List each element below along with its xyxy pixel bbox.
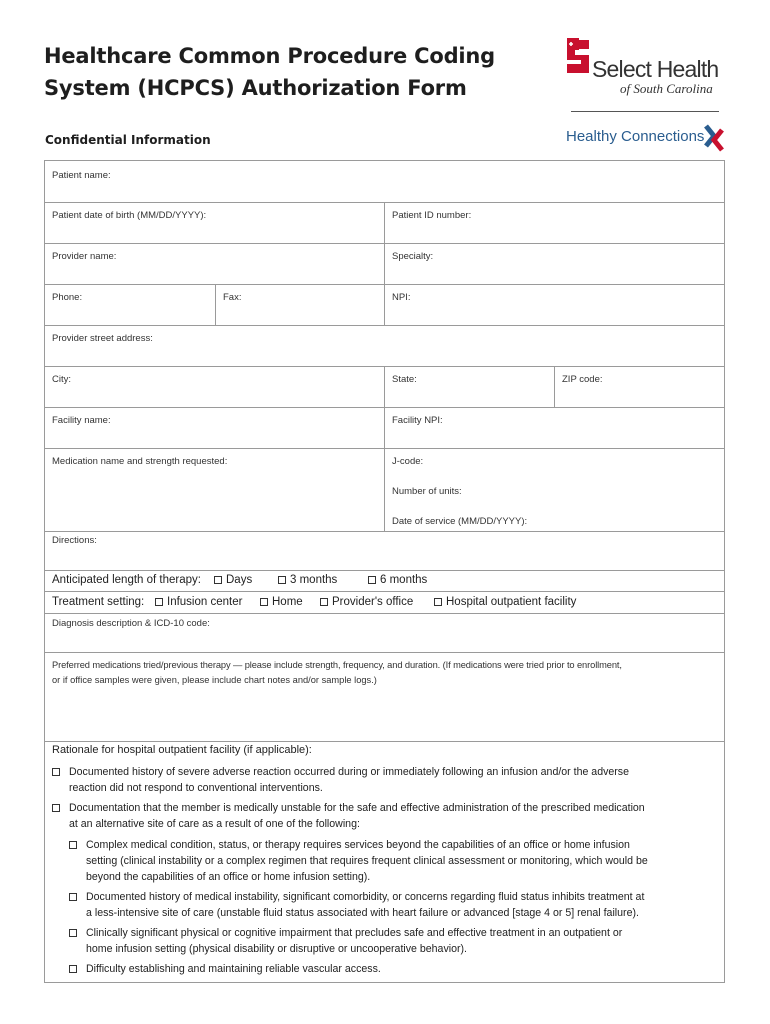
logo-divider xyxy=(571,111,719,112)
medication-label: Medication name and strength requested: xyxy=(52,456,228,467)
state-field[interactable] xyxy=(384,367,554,407)
rationale-heading: Rationale for hospital outpatient facility (if applicable): xyxy=(52,744,312,756)
rationale-subitem-medical-instability: Documented history of medical instability, significant comorbidity, or concerns regarding fluid status inhibits treatment at a less-intensive site of care (unstable fluid status associated with heart failure or advanced [stage 4 or 5] renal failure). xyxy=(86,889,721,921)
patient-dob-field[interactable] xyxy=(45,203,384,243)
fax-field[interactable] xyxy=(215,285,384,325)
fax-label: Fax: xyxy=(223,292,242,303)
checkbox-icon[interactable] xyxy=(69,893,77,901)
jcode-label[interactable]: J-code: xyxy=(392,456,424,467)
row-patient-name xyxy=(45,161,724,203)
rationale-item-adverse-reaction: Documented history of severe adverse reaction occurred during or immediately following an infusion and/or the adverse reaction did not respond to conventional interventions. xyxy=(69,764,719,796)
rationale-subitem-impairment: Clinically significant physical or cognitive impairment that precludes safe and effective treatment in an outpatient or home infusion setting (physical disability or disruptive or uncooperative behavior). xyxy=(86,925,721,957)
provider-name-label: Provider name: xyxy=(52,251,117,262)
provider-name-field[interactable] xyxy=(45,244,384,284)
setting-providers-office-option[interactable]: Provider's office xyxy=(320,596,413,608)
provider-address-label: Provider street address: xyxy=(52,333,153,344)
npi-field[interactable] xyxy=(384,285,724,325)
checkbox-icon[interactable] xyxy=(69,929,77,937)
select-health-sub: of South Carolina xyxy=(620,81,713,96)
directions-label: Directions: xyxy=(52,535,97,546)
checkbox-icon[interactable] xyxy=(69,841,77,849)
row-provider xyxy=(45,244,724,285)
row-directions xyxy=(45,532,724,571)
healthy-connections-logo xyxy=(566,124,731,154)
patient-name-field[interactable] xyxy=(45,161,724,202)
form-title-line2: System (HCPCS) Authorization Form xyxy=(44,76,467,100)
therapy-6-months-option[interactable]: 6 months xyxy=(368,574,427,586)
row-address xyxy=(45,326,724,367)
checkbox-icon[interactable] xyxy=(278,576,286,584)
zip-label: ZIP code: xyxy=(562,374,603,385)
checkbox-icon[interactable] xyxy=(434,598,442,606)
row-preferred-meds xyxy=(45,653,724,742)
facility-name-field[interactable] xyxy=(45,408,384,448)
rationale-subitem-complex-condition: Complex medical condition, status, or therapy requires services beyond the capabilities of an office or home infusion setting (clinical instability or a complex regimen that requires frequent clinical assessment or monitoring, which would be beyond the capabilities of an office or home infusion setting). xyxy=(86,837,721,885)
facility-npi-label: Facility NPI: xyxy=(392,415,443,426)
city-field[interactable] xyxy=(45,367,384,407)
row-phone xyxy=(45,285,724,326)
select-health-logo xyxy=(565,38,730,98)
preferred-meds-field[interactable] xyxy=(45,653,724,741)
city-label: City: xyxy=(52,374,71,385)
rationale-subitem-vascular-access: Difficulty establishing and maintaining reliable vascular access. xyxy=(86,961,721,977)
patient-dob-label: Patient date of birth (MM/DD/YYYY): xyxy=(52,210,207,221)
row-therapy-length xyxy=(45,571,724,592)
healthy-connections-name: Healthy Connections xyxy=(566,128,705,145)
row-medication xyxy=(45,449,724,532)
confidential-heading: Confidential Information xyxy=(45,133,211,147)
directions-field[interactable] xyxy=(45,532,724,570)
provider-address-field[interactable] xyxy=(45,326,724,366)
patient-id-field[interactable] xyxy=(384,203,724,243)
facility-npi-field[interactable] xyxy=(384,408,724,448)
setting-hospital-outpatient-option[interactable]: Hospital outpatient facility xyxy=(434,596,576,608)
phone-field[interactable] xyxy=(45,285,215,325)
rationale-section xyxy=(45,742,724,982)
patient-id-label: Patient ID number: xyxy=(392,210,472,221)
checkbox-icon[interactable] xyxy=(320,598,328,606)
form-title-line1: Healthcare Common Procedure Coding xyxy=(44,44,496,68)
specialty-label: Specialty: xyxy=(392,251,434,262)
setting-infusion-center-option[interactable]: Infusion center xyxy=(155,596,242,608)
preferred-meds-instructions: Preferred medications tried/previous therapy — please include strength, frequency, and duration. (If medications were tried prior to enrollment, or if office samples were given, please include chart notes and/or sample logs.) xyxy=(52,660,622,685)
medication-details xyxy=(384,449,724,531)
select-health-s-mark-icon xyxy=(565,38,593,82)
treatment-setting-label: Treatment setting: xyxy=(52,596,145,608)
select-health-name: Select Health xyxy=(592,56,719,82)
rationale-item-medically-unstable: Documentation that the member is medically unstable for the safe and effective administration of the prescribed medication at an alternative site of care as a result of one of the following: xyxy=(69,800,719,832)
checkbox-icon[interactable] xyxy=(368,576,376,584)
authorization-form xyxy=(44,160,725,983)
zip-field[interactable] xyxy=(554,367,724,407)
row-dob-id xyxy=(45,203,724,244)
checkbox-icon[interactable] xyxy=(52,804,60,812)
patient-name-label: Patient name: xyxy=(52,170,111,181)
units-label[interactable]: Number of units: xyxy=(392,486,462,497)
form-title xyxy=(44,40,514,104)
checkbox-icon[interactable] xyxy=(260,598,268,606)
therapy-3-months-option[interactable]: 3 months xyxy=(278,574,337,586)
state-label: State: xyxy=(392,374,417,385)
specialty-field[interactable] xyxy=(384,244,724,284)
checkbox-icon[interactable] xyxy=(52,768,60,776)
checkbox-icon[interactable] xyxy=(214,576,222,584)
medication-field[interactable] xyxy=(45,449,384,531)
healthy-connections-x-icon xyxy=(703,124,725,152)
checkbox-icon[interactable] xyxy=(69,965,77,973)
row-city xyxy=(45,367,724,408)
npi-label: NPI: xyxy=(392,292,411,303)
facility-name-label: Facility name: xyxy=(52,415,111,426)
diagnosis-label: Diagnosis description & ICD-10 code: xyxy=(52,618,210,629)
row-treatment-setting xyxy=(45,592,724,614)
therapy-length-label: Anticipated length of therapy: xyxy=(52,574,201,586)
phone-label: Phone: xyxy=(52,292,83,303)
diagnosis-field[interactable] xyxy=(45,614,724,652)
row-diagnosis xyxy=(45,614,724,653)
therapy-days-option[interactable]: Days xyxy=(214,574,252,586)
setting-home-option[interactable]: Home xyxy=(260,596,303,608)
row-facility xyxy=(45,408,724,449)
checkbox-icon[interactable] xyxy=(155,598,163,606)
date-of-service-label[interactable]: Date of service (MM/DD/YYYY): xyxy=(392,516,528,527)
